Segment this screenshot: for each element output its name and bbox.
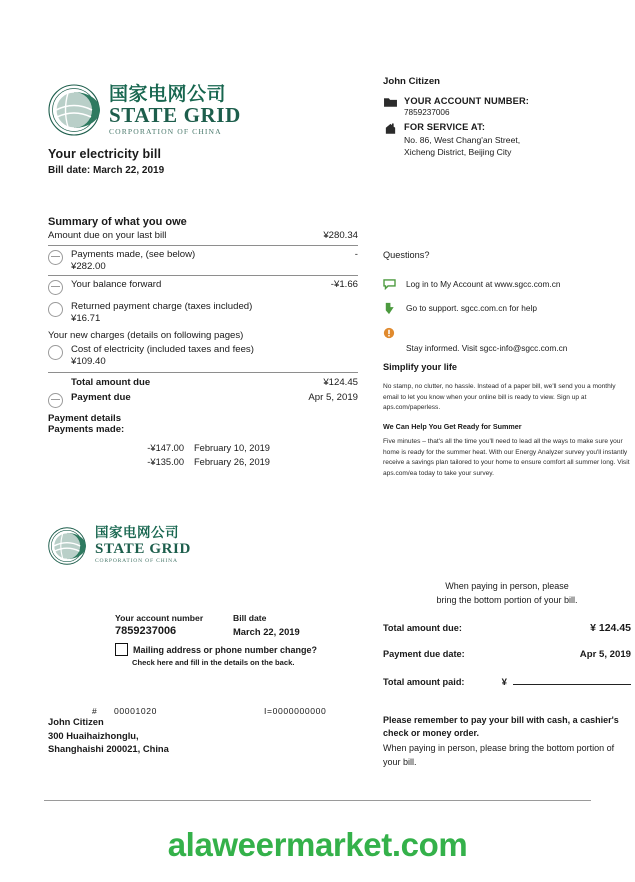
stub-amount-paid-currency: ¥ (501, 677, 507, 688)
service-address-line1: No. 86, West Chang'an Street, (404, 135, 521, 145)
stub-amount-paid-input[interactable] (513, 675, 631, 685)
footer-divider (44, 800, 591, 801)
payment-date: February 10, 2019 (194, 443, 270, 453)
last-bill-label: Amount due on your last bill (48, 230, 167, 241)
paperless-paragraph: No stamp, no clutter, no hassle. Instead of a paper bill, we'll send you a monthly email to let you know when your online bill is ready to view. Sign up at aps.com/paperless. (383, 383, 616, 412)
summer-heading: We Can Help You Get Ready for Summer (383, 422, 522, 432)
stub-due-date-label: Payment due date: (383, 649, 465, 659)
logo-name-cn: 国家电网公司 (109, 82, 227, 105)
minus-circle-icon (48, 250, 63, 265)
payment-entry (122, 457, 358, 467)
questions-line-text[interactable]: Go to support. sgcc.com.cn for help (406, 303, 537, 313)
summary-title: Summary of what you owe (48, 216, 187, 228)
cursor-hand-icon (383, 302, 397, 319)
primary-logo-block (48, 84, 358, 176)
summary-row-amount: - (354, 249, 358, 260)
questions-line-text[interactable]: Stay informed. Visit sgcc-info@sgcc.com.cn (406, 343, 568, 353)
summary-row-sub: ¥282.00 (71, 261, 106, 272)
new-charges-row-label: Cost of electricity (included taxes and fees) (71, 344, 254, 355)
stub-bill-date-value: March 22, 2019 (233, 626, 300, 637)
service-at-label: FOR SERVICE AT: (404, 122, 486, 132)
address-change-checkbox-row[interactable] (115, 643, 360, 656)
summary-row-returned-payment-charge (48, 298, 358, 327)
summary-row-cost-of-electricity (48, 341, 358, 370)
summary-row-label: Payments made, (see below) (71, 249, 196, 260)
stub-account-number-label: Your account number (115, 613, 204, 623)
stub-account-block (115, 613, 360, 667)
payments-list (48, 443, 358, 467)
stub-due-date-value: Apr 5, 2019 (579, 649, 631, 660)
payment-date: February 26, 2019 (194, 457, 270, 467)
payment-due-label: Payment due (71, 392, 131, 403)
summary-row-payments-made (48, 246, 358, 275)
questions-line-support (383, 302, 631, 319)
stub-logo-block (48, 527, 358, 565)
stub-mail-name: John Citizen (48, 716, 104, 727)
simplify-your-life-title: Simplify your life (383, 362, 458, 372)
account-number-label: YOUR ACCOUNT NUMBER: (404, 96, 530, 106)
payment-entry (122, 443, 358, 453)
stub-total-due-row (383, 622, 631, 634)
summary-last-bill-row (48, 228, 358, 243)
house-icon (383, 122, 397, 139)
account-info-block (383, 76, 631, 159)
stub-due-date-row (383, 649, 631, 660)
stub-note-block (383, 714, 631, 769)
stub-note-body: When paying in person, please bring the bottom portion of your bill. (383, 743, 615, 767)
logo-subtitle: CORPORATION OF CHINA (95, 557, 178, 564)
summer-paragraph: Five minutes – that's all the time you'll need to lead all the ways to make sure your home is ready for the summer heat. With our Energy Analyzer survey you'll instantly receive a savings plan tailored to your home to ensure comfort all summer long. Visit aps.com/ea today to take your survey. (383, 438, 630, 478)
stub-code-right: I=0000000000 (264, 706, 327, 716)
payments-made-label: Payments made: (48, 424, 125, 435)
bill-date: Bill date: March 22, 2019 (48, 165, 165, 176)
payment-amount: -¥147.00 (147, 443, 184, 453)
watermark-text: alaweermarket.com (167, 826, 468, 863)
new-charges-row-sub: ¥109.40 (71, 356, 106, 367)
state-grid-logo (48, 84, 358, 136)
payment-details-label: Payment details (48, 413, 122, 424)
minus-circle-icon (48, 393, 63, 408)
circle-icon (48, 345, 63, 360)
summary-row-label: Your balance forward (71, 279, 162, 290)
questions-section (383, 250, 631, 480)
payment-amount: -¥135.00 (147, 457, 184, 467)
summary-section (48, 216, 358, 467)
circle-icon (48, 302, 63, 317)
stub-heading-line2: bring the bottom portion of your bill. (436, 594, 578, 605)
address-change-label: Mailing address or phone number change? (133, 644, 318, 655)
stub-amount-paid-row[interactable] (383, 675, 631, 688)
stub-total-due-label: Total amount due: (383, 623, 462, 633)
address-change-checkbox[interactable] (115, 643, 128, 656)
folder-icon (383, 96, 397, 112)
questions-line-stay-informed (383, 327, 631, 353)
questions-title: Questions? (383, 250, 430, 260)
stub-code-row (92, 690, 362, 716)
stub-account-number-value: 7859237006 (115, 625, 177, 637)
stub-note-heading: Please remember to pay your bill with cash, a cashier's check or money order. (383, 715, 619, 739)
globe-icon (48, 84, 100, 136)
minus-circle-icon (48, 280, 63, 295)
stub-mail-line1: 300 Huaihaizhonglu, (48, 729, 139, 741)
payment-due-date: Apr 5, 2019 (308, 392, 358, 403)
account-number-row (383, 96, 631, 117)
logo-subtitle: CORPORATION OF CHINA (109, 126, 222, 136)
stub-mail-line2: Shanghaishi 200021, China (48, 743, 169, 755)
total-amount-due-label: Total amount due (71, 377, 151, 388)
speech-bubble-icon (383, 278, 397, 294)
stub-bill-date-label: Bill date (233, 613, 267, 623)
new-charges-label: Your new charges (details on following pages) (48, 330, 244, 341)
summary-row-balance-forward (48, 276, 358, 298)
globe-icon (48, 527, 86, 565)
questions-line-my-account (383, 278, 631, 294)
state-grid-logo-small (48, 527, 358, 565)
service-address-row (383, 122, 631, 159)
summary-totals-block (48, 373, 358, 411)
total-amount-due-value: ¥124.45 (323, 377, 358, 388)
stub-code-left: 00001020 (114, 706, 158, 716)
service-address-line2: Xicheng District, Beijing City (404, 147, 512, 158)
account-number-value: 7859237006 (404, 108, 450, 117)
stub-heading-line1: When paying in person, please (445, 581, 569, 591)
summary-row-amount: -¥1.66 (330, 279, 358, 290)
page-title: Your electricity bill (48, 147, 162, 161)
address-change-sublabel: Check here and fill in the details on the back. (132, 658, 295, 667)
logo-name-cn: 国家电网公司 (95, 525, 179, 542)
alert-circle-icon (383, 327, 397, 343)
stub-mailing-address (48, 715, 358, 756)
customer-name: John Citizen (383, 76, 441, 87)
questions-line-text[interactable]: Log in to My Account at www.sgcc.com.cn (406, 279, 561, 289)
summary-row-sub: ¥16.71 (71, 313, 101, 324)
stub-payment-block (383, 580, 631, 688)
stub-code-hash: # (92, 706, 98, 716)
summary-row-label: Returned payment charge (taxes included) (71, 301, 253, 312)
logo-name-en: STATE GRID (95, 540, 191, 557)
logo-name-en: STATE GRID (109, 102, 241, 127)
stub-total-due-value: ¥ 124.45 (590, 622, 631, 634)
stub-amount-paid-label: Total amount paid: (383, 677, 465, 687)
last-bill-amount: ¥280.34 (323, 230, 358, 241)
